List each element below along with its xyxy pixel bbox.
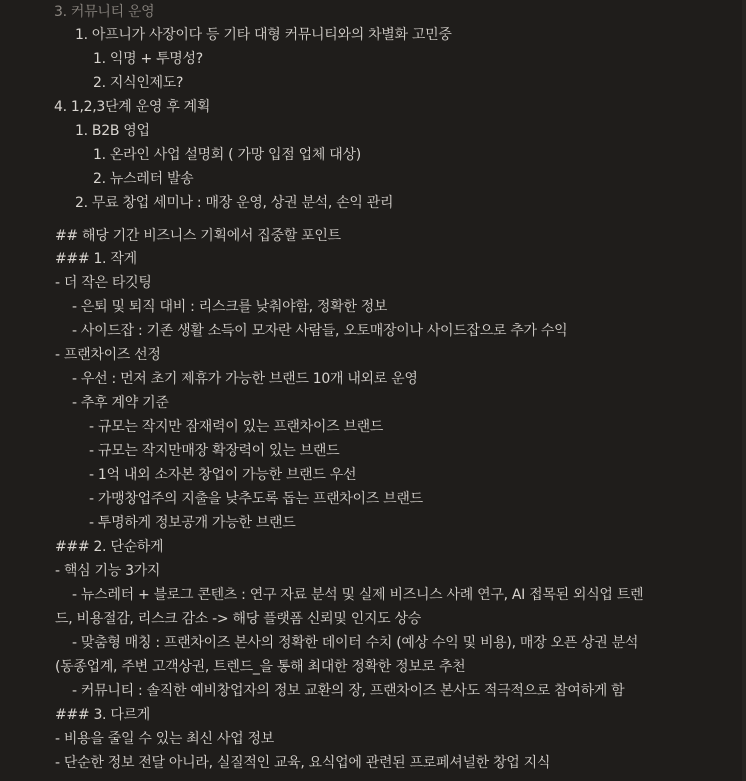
small-section-heading: ### 1. 작게 (55, 251, 137, 267)
franchise-selection-item: - 프랜차이즈 선정 (55, 347, 161, 363)
section-4-item-1-b: 2. 뉴스레터 발송 (93, 171, 194, 187)
newsletter-item-line-1: - 뉴스레터 + 블로그 콘텐츠 : 연구 자료 분석 및 실제 비즈니스 사례 연구, AI 접목된 외식업 트렌 (72, 587, 644, 603)
contract-criteria-item: - 추후 계약 기준 (72, 395, 169, 411)
focus-heading: ## 해당 기간 비즈니스 기획에서 집중할 포인트 (55, 228, 341, 244)
criteria-item-2: - 규모는 작지만매장 확장력이 있는 브랜드 (89, 443, 340, 459)
section-3-title: 3. 커뮤니티 운영 (54, 4, 155, 20)
latest-info-item: - 비용을 줄일 수 있는 최신 사업 정보 (55, 731, 274, 747)
criteria-item-3: - 1억 내외 소자본 창업이 가능한 브랜드 우선 (89, 467, 357, 483)
community-item: - 커뮤니티 : 솔직한 예비창업자의 정보 교환의 장, 프랜차이즈 본사도 적극적으로 참여하게 함 (72, 683, 625, 699)
matching-item-line-2: (동종업계, 주변 고객상권, 트렌드_을 통해 최대한 정확한 정보로 추천 (55, 659, 466, 675)
side-job-item: - 사이드잡 : 기존 생활 소득이 모자란 사람들, 오토매장이나 사이드잡으로 추가 수익 (72, 323, 568, 339)
section-4-title: 4. 1,2,3단계 운영 후 계획 (54, 99, 211, 115)
retirement-item: - 은퇴 및 퇴직 대비 : 리스크를 낮춰야함, 정확한 정보 (72, 299, 388, 315)
criteria-item-1: - 규모는 작지만 잠재력이 있는 프랜차이즈 브랜드 (89, 419, 384, 435)
section-4-item-1-a: 1. 온라인 사업 설명회 ( 가망 입점 업체 대상) (93, 147, 361, 163)
criteria-item-5: - 투명하게 정보공개 가능한 브랜드 (89, 515, 296, 531)
core-features-item: - 핵심 기능 3가지 (55, 563, 161, 579)
section-3-item-1-b: 2. 지식인제도? (93, 75, 184, 91)
section-3-item-1: 1. 아프니가 사장이다 등 기타 대형 커뮤니티와의 차별화 고민중 (75, 27, 452, 43)
education-item: - 단순한 정보 전달 아니라, 실질적인 교육, 요식업에 관련된 프로페셔널한 창업 지식 (55, 755, 551, 771)
criteria-item-4: - 가맹창업주의 지출을 낮추도록 돕는 프랜차이즈 브랜드 (89, 491, 423, 507)
simple-section-heading: ### 2. 단순하게 (55, 539, 164, 555)
newsletter-item-line-2: 드, 비용절감, 리스크 감소 -> 해당 플랫폼 신뢰및 인지도 상승 (55, 611, 421, 627)
section-3-item-1-a: 1. 익명 + 투명성? (93, 51, 203, 67)
section-4-item-1: 1. B2B 영업 (75, 123, 150, 139)
scrollbar-track[interactable] (742, 0, 746, 781)
smaller-targeting-item: - 더 작은 타깃팅 (55, 275, 152, 291)
different-section-heading: ### 3. 다르게 (55, 707, 151, 723)
priority-item: - 우선 : 먼저 초기 제휴가 가능한 브랜드 10개 내외로 운영 (72, 371, 418, 387)
matching-item-line-1: - 맞춤형 매칭 : 프랜차이즈 본사의 정확한 데이터 수치 (예상 수익 및 비용), 매장 오픈 상권 분석 (72, 635, 639, 651)
section-4-item-2: 2. 무료 창업 세미나 : 매장 운영, 상권 분석, 손익 관리 (75, 195, 394, 211)
